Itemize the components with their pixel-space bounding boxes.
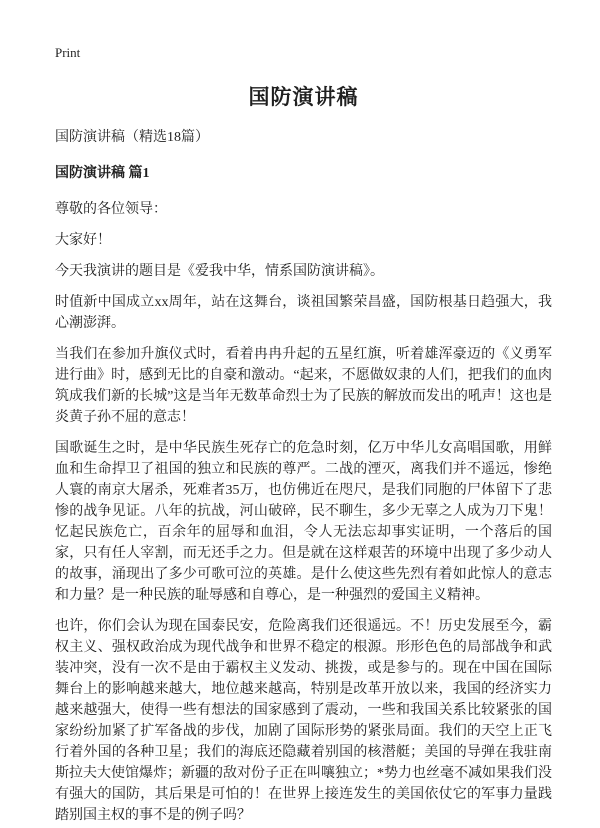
paragraph-greeting: 大家好！ [55, 233, 111, 248]
paragraph-flag-ceremony: 当我们在参加升旗仪式时，看着冉冉升起的五星红旗，听着雄浑豪迈的《义勇军进行曲》时，感到无比的自豪和激动。“起来，不愿做奴隶的人们，把我们的血肉筑成我们新的长城”这是当年无数革命烈士为了民族的解放而发出的吼声！这也是炎黄子孙不屈的意志！ [55, 347, 552, 425]
paragraph-current-situation: 也许，你们会认为现在国泰民安，危险离我们还很遥远。不！历史发展至今，霸权主义、强权政治成为现代战争和世界不稳定的根源。形形色色的局部战争和武装冲突，没有一次不是由于霸权主义发动、挑拨，或是参与的。现在中国在国际舞台上的影响越来越大，地位越来越高，特别是改革开放以来，我国的经济实力越来越强大，使得一些有想法的国家感到了震动，一些和我国关系比较紧张的国家纷纷加紧了扩军备战的步伐，加剧了国际形势的紧张局面。我们的天空上正飞行着外国的各种卫星；我们的海底还隐藏着别国的核潜艇；美国的导弹在我驻南斯拉夫大使馆爆炸；新疆的敌对份子正在叫嚷独立；*势力也丝毫不减如果我们没有强大的国防，其后果是可怕的！在世界上接连发生的美国依仗它的军事力量践踏别国主权的事不是的例子吗？ [55, 619, 552, 823]
paragraph-topic: 今天我演讲的题目是《爱我中华，情系国防演讲稿》。 [55, 264, 384, 279]
speech-body [55, 199, 552, 826]
print-button[interactable]: Print [55, 45, 81, 60]
paragraph-salutation: 尊敬的各位领导： [55, 202, 167, 217]
paragraph-intro: 时值新中国成立xx周年，站在这舞台，谈祖国繁荣昌盛，国防根基日趋强大，我心潮澎湃。 [55, 295, 552, 331]
paragraph-national-anthem-history: 国歌诞生之时，是中华民族生死存亡的危急时刻，亿万中华儿女高唱国歌，用鲜血和生命捍卫了祖国的独立和民族的尊严。二战的湮灭，离我们并不遥远，惨绝人寰的南京大屠杀，死难者35万，也仿佛近在咫尺，是我们同胞的尸体留下了悲惨的战争见证。八年的抗战，河山破碎，民不聊生，多少无辜之人成为刀下鬼！忆起民族危亡，百余年的屈辱和血泪，令人无法忘却事实证明，一个落后的国家，只有任人宰割，而无还手之力。但是就在这样艰苦的环境中出现了多少动人的故事，涌现出了多少可歌可泣的英雄。是什么使这些先烈有着如此惊人的意志和力量？是一种民族的耻辱感和自尊心，是一种强烈的爱国主义精神。 [55, 441, 552, 603]
section-heading-part1: 国防演讲稿 篇1 [55, 166, 150, 181]
document-subtitle: 国防演讲稿（精选18篇） [55, 130, 209, 145]
page-title: 国防演讲稿 [248, 85, 359, 109]
